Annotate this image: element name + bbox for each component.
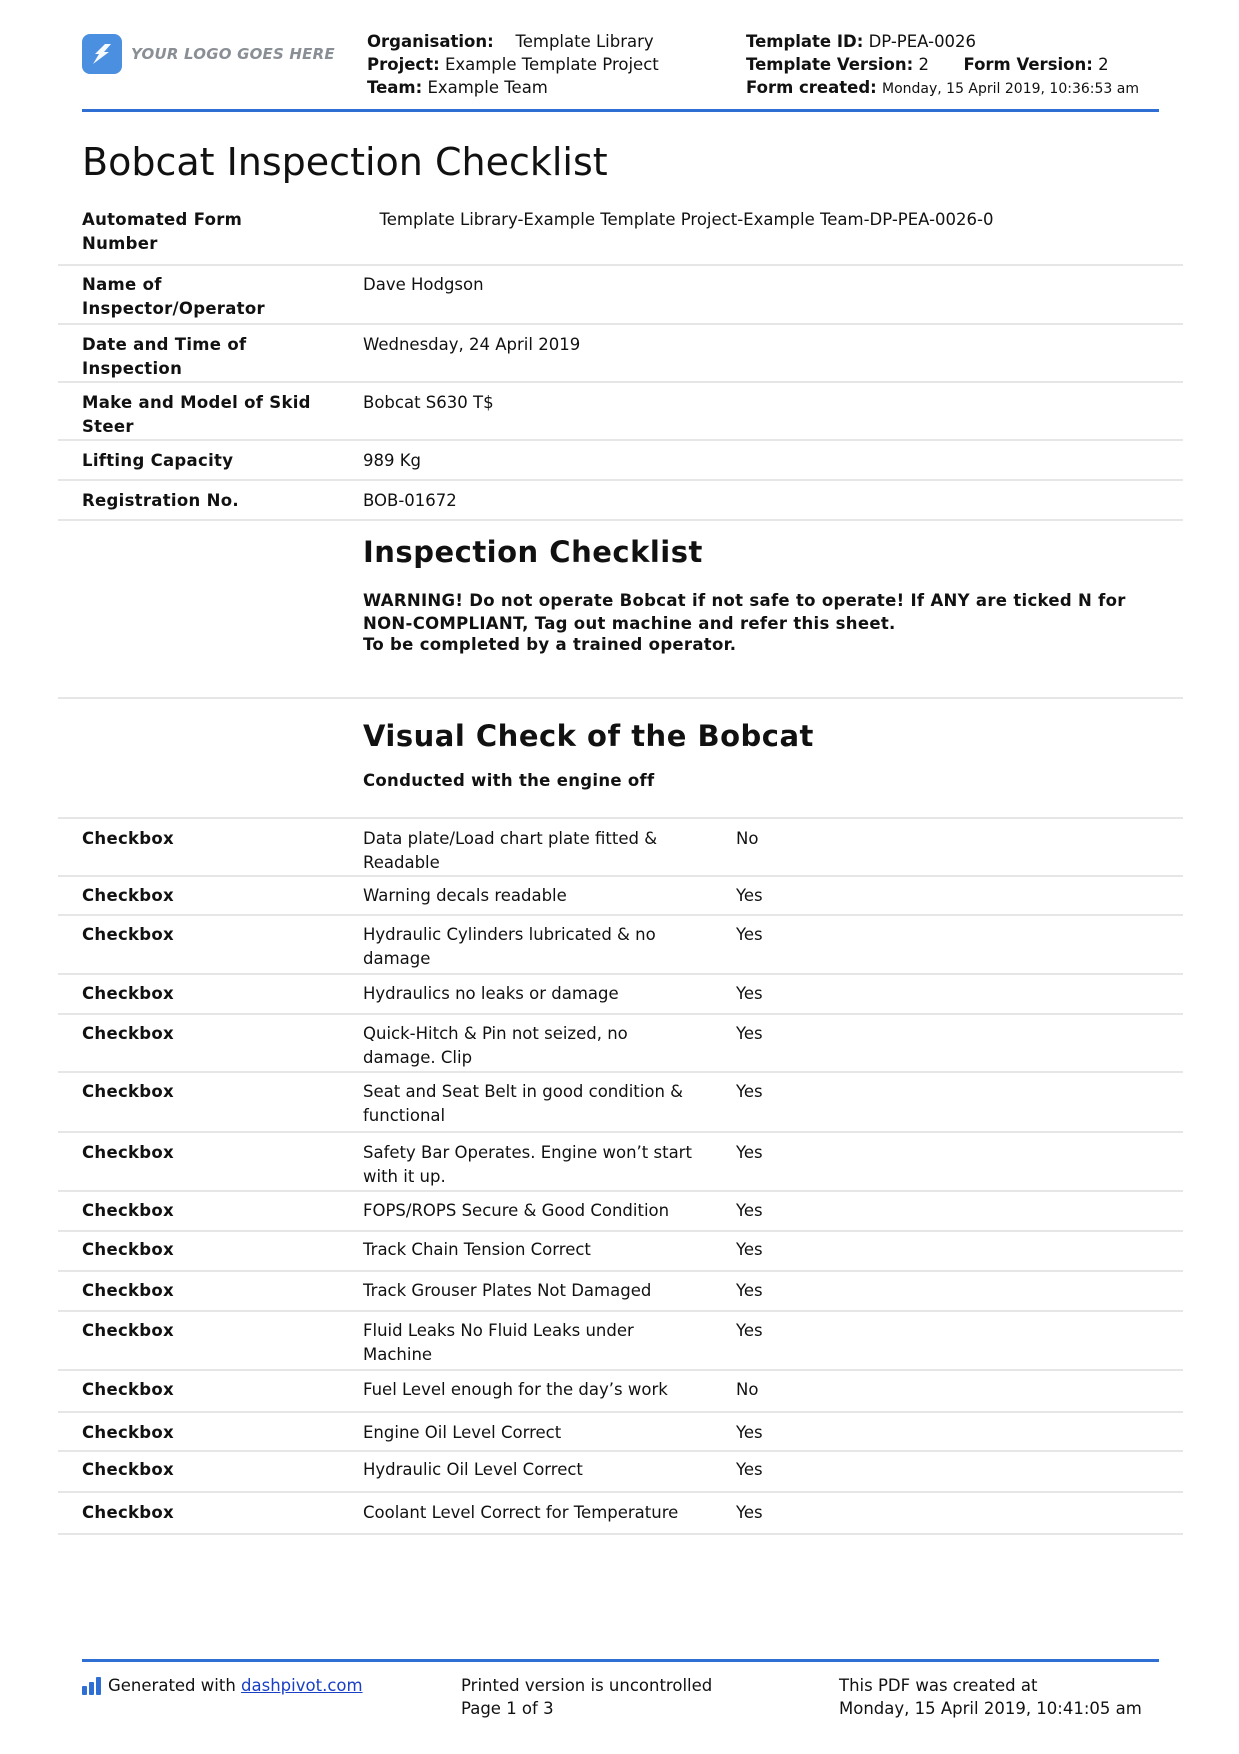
check-answer: Yes bbox=[736, 925, 763, 944]
template-version-value: 2 bbox=[918, 55, 929, 74]
check-row bbox=[58, 1073, 1183, 1133]
field-value: BOB-01672 bbox=[363, 491, 457, 510]
check-row bbox=[58, 1371, 1183, 1413]
check-answer: Yes bbox=[736, 1201, 763, 1220]
inspection-section bbox=[58, 521, 1183, 699]
field-label: Date and Time of Inspection bbox=[82, 335, 247, 378]
field-label: Registration No. bbox=[82, 491, 239, 510]
check-type: Checkbox bbox=[82, 1240, 174, 1259]
inspection-heading: Inspection Checklist bbox=[363, 535, 703, 569]
check-type: Checkbox bbox=[82, 925, 174, 944]
field-row bbox=[58, 266, 1183, 325]
page-title: Bobcat Inspection Checklist bbox=[82, 140, 608, 184]
generated-prefix: Generated with bbox=[108, 1676, 236, 1695]
pdf-created bbox=[839, 1674, 1142, 1720]
check-item: Track Grouser Plates Not Damaged bbox=[363, 1281, 652, 1300]
check-item: Hydraulic Oil Level Correct bbox=[363, 1460, 583, 1479]
check-answer: Yes bbox=[736, 1240, 763, 1259]
check-row bbox=[58, 1272, 1183, 1312]
check-answer: Yes bbox=[736, 1024, 763, 1043]
check-type: Checkbox bbox=[82, 1281, 174, 1300]
field-value: Bobcat S630 T$ bbox=[363, 393, 494, 412]
team-label: Team: bbox=[367, 78, 423, 97]
form-created-value: Monday, 15 April 2019, 10:36:53 am bbox=[882, 81, 1139, 97]
check-answer: No bbox=[736, 1380, 759, 1399]
dashpivot-bars-icon bbox=[82, 1677, 101, 1695]
check-row bbox=[58, 975, 1183, 1015]
check-type: Checkbox bbox=[82, 1143, 174, 1162]
check-answer: Yes bbox=[736, 1423, 763, 1442]
check-type: Checkbox bbox=[82, 1380, 174, 1399]
check-row bbox=[58, 877, 1183, 916]
dashpivot-link[interactable]: dashpivot.com bbox=[241, 1676, 363, 1695]
check-answer: Yes bbox=[736, 984, 763, 1003]
check-type: Checkbox bbox=[82, 984, 174, 1003]
check-answer: Yes bbox=[736, 1460, 763, 1479]
check-row bbox=[58, 1452, 1183, 1493]
field-row bbox=[58, 208, 1183, 266]
form-version-value: 2 bbox=[1098, 55, 1109, 74]
logo-icon bbox=[82, 34, 122, 74]
check-answer: Yes bbox=[736, 1082, 763, 1101]
check-answer: Yes bbox=[736, 886, 763, 905]
company-logo bbox=[82, 34, 335, 74]
field-row bbox=[58, 383, 1183, 441]
check-row bbox=[58, 1192, 1183, 1232]
check-row bbox=[58, 1312, 1183, 1371]
header-project-info bbox=[367, 30, 659, 99]
form-table bbox=[58, 208, 1183, 1535]
check-row bbox=[58, 916, 1183, 975]
visual-check-subheading: Conducted with the engine off bbox=[363, 771, 655, 790]
check-answer: Yes bbox=[736, 1321, 763, 1340]
check-item: FOPS/ROPS Secure & Good Condition bbox=[363, 1201, 670, 1220]
page-header bbox=[82, 30, 1159, 108]
check-type: Checkbox bbox=[82, 1201, 174, 1220]
check-item: Engine Oil Level Correct bbox=[363, 1423, 562, 1442]
field-value: Dave Hodgson bbox=[363, 275, 484, 294]
check-answer: Yes bbox=[736, 1281, 763, 1300]
organisation-label: Organisation: bbox=[367, 32, 494, 51]
header-divider bbox=[82, 109, 1159, 112]
check-type: Checkbox bbox=[82, 1460, 174, 1479]
check-item: Fuel Level enough for the day’s work bbox=[363, 1380, 668, 1399]
template-version-label: Template Version: bbox=[746, 55, 914, 74]
visual-check-heading: Visual Check of the Bobcat bbox=[363, 719, 814, 753]
form-version-label: Form Version: bbox=[963, 55, 1093, 74]
field-row bbox=[58, 441, 1183, 481]
field-label: Automated Form Number bbox=[82, 210, 243, 253]
print-status bbox=[461, 1674, 712, 1720]
header-template-info bbox=[746, 30, 1139, 101]
check-item: Fluid Leaks No Fluid Leaks under Machine bbox=[363, 1321, 634, 1364]
uncontrolled-note: Printed version is uncontrolled bbox=[461, 1676, 713, 1695]
field-row bbox=[58, 325, 1183, 383]
check-type: Checkbox bbox=[82, 886, 174, 905]
pdf-created-value: Monday, 15 April 2019, 10:41:05 am bbox=[839, 1699, 1142, 1718]
check-row bbox=[58, 1015, 1183, 1073]
check-type: Checkbox bbox=[82, 1082, 174, 1101]
check-row bbox=[58, 1232, 1183, 1272]
check-type: Checkbox bbox=[82, 1321, 174, 1340]
check-type: Checkbox bbox=[82, 1423, 174, 1442]
field-label: Make and Model of Skid Steer bbox=[82, 393, 311, 436]
project-value: Example Template Project bbox=[444, 55, 659, 74]
check-row bbox=[58, 1413, 1183, 1452]
pdf-created-prefix: This PDF was created at bbox=[839, 1676, 1038, 1695]
check-row bbox=[58, 1133, 1183, 1192]
check-item: Warning decals readable bbox=[363, 886, 567, 905]
check-item: Hydraulic Cylinders lubricated & no damage bbox=[363, 925, 656, 968]
warning-text: WARNING! Do not operate Bobcat if not safe to operate! If ANY are ticked N for NON-COMPLIANT, Tag out machine and refer this sheet. bbox=[363, 591, 1126, 633]
form-created-label: Form created: bbox=[746, 78, 877, 97]
generated-with bbox=[82, 1674, 363, 1697]
team-value: Example Team bbox=[427, 78, 548, 97]
field-label: Lifting Capacity bbox=[82, 451, 234, 470]
check-type: Checkbox bbox=[82, 1024, 174, 1043]
check-row bbox=[58, 819, 1183, 877]
field-value: Template Library-Example Template Project-Example Team-DP-PEA-0026-0 bbox=[363, 210, 994, 229]
check-item: Quick-Hitch & Pin not seized, no damage. Clip bbox=[363, 1024, 628, 1067]
check-item: Hydraulics no leaks or damage bbox=[363, 984, 619, 1003]
field-value: Wednesday, 24 April 2019 bbox=[363, 335, 581, 354]
field-row bbox=[58, 481, 1183, 521]
check-item: Track Chain Tension Correct bbox=[363, 1240, 591, 1259]
page-number: Page 1 of 3 bbox=[461, 1699, 554, 1718]
footer-divider bbox=[82, 1659, 1159, 1662]
field-value: 989 Kg bbox=[363, 451, 422, 470]
template-id-label: Template ID: bbox=[746, 32, 864, 51]
check-answer: Yes bbox=[736, 1143, 763, 1162]
template-id-value: DP-PEA-0026 bbox=[868, 32, 977, 51]
field-label: Name of Inspector/Operator bbox=[82, 275, 265, 318]
project-label: Project: bbox=[367, 55, 440, 74]
operator-note: To be completed by a trained operator. bbox=[363, 635, 737, 654]
check-answer: Yes bbox=[736, 1503, 763, 1522]
visual-check-section bbox=[58, 699, 1183, 819]
check-type: Checkbox bbox=[82, 1503, 174, 1522]
check-item: Coolant Level Correct for Temperature bbox=[363, 1503, 679, 1522]
check-item: Data plate/Load chart plate fitted & Readable bbox=[363, 829, 658, 872]
check-answer: No bbox=[736, 829, 759, 848]
logo-text: YOUR LOGO GOES HERE bbox=[131, 45, 335, 63]
check-item: Seat and Seat Belt in good condition & functional bbox=[363, 1082, 684, 1125]
check-row bbox=[58, 1493, 1183, 1535]
check-type: Checkbox bbox=[82, 829, 174, 848]
organisation-value: Template Library bbox=[498, 32, 654, 51]
check-item: Safety Bar Operates. Engine won’t start with it up. bbox=[363, 1143, 692, 1186]
